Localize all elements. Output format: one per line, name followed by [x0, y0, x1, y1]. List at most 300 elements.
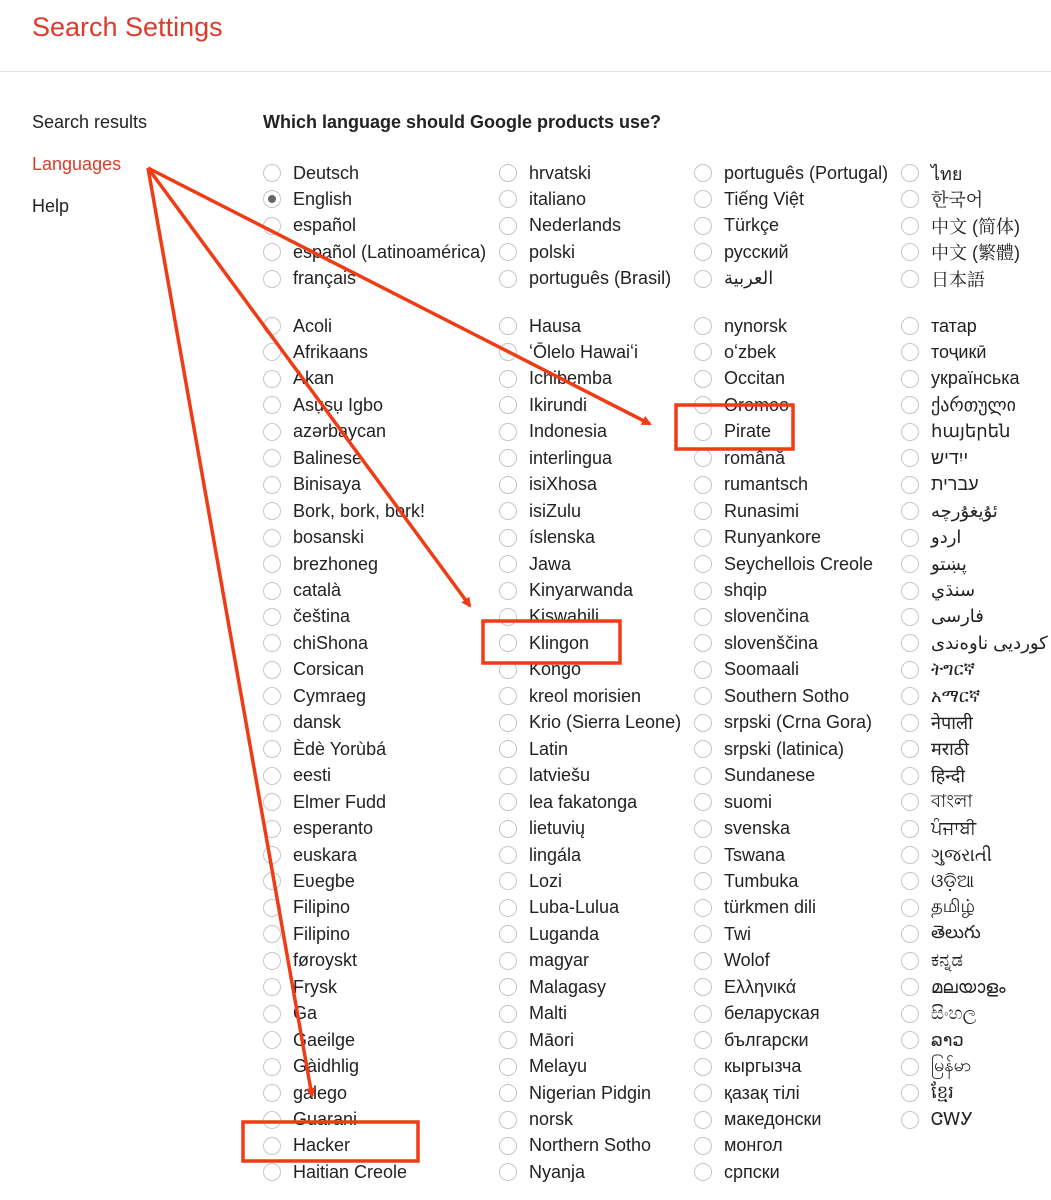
radio-button[interactable] — [499, 634, 517, 652]
language-option[interactable] — [694, 445, 785, 471]
radio-button[interactable] — [694, 899, 712, 917]
radio-button[interactable] — [901, 820, 919, 838]
radio-button[interactable] — [263, 634, 281, 652]
radio-button[interactable] — [499, 582, 517, 600]
radio-button[interactable] — [901, 476, 919, 494]
radio-button[interactable] — [263, 1005, 281, 1023]
radio-button[interactable] — [263, 1163, 281, 1181]
radio-button[interactable] — [901, 687, 919, 705]
radio-button[interactable] — [263, 978, 281, 996]
language-option[interactable] — [694, 578, 767, 604]
language-option[interactable] — [263, 868, 355, 894]
language-option[interactable] — [901, 1080, 954, 1106]
language-option[interactable] — [263, 842, 357, 868]
language-option[interactable] — [263, 948, 357, 974]
radio-button[interactable] — [263, 608, 281, 626]
language-option[interactable] — [499, 525, 595, 551]
language-option[interactable] — [694, 763, 815, 789]
language-option[interactable] — [901, 445, 968, 471]
radio-button[interactable] — [499, 661, 517, 679]
language-option[interactable] — [499, 710, 681, 736]
radio-button[interactable] — [263, 529, 281, 547]
radio-button[interactable] — [263, 243, 281, 261]
radio-button[interactable] — [499, 1005, 517, 1023]
radio-button[interactable] — [499, 270, 517, 288]
radio-button[interactable] — [263, 449, 281, 467]
language-option[interactable] — [901, 842, 992, 868]
radio-button[interactable] — [694, 1163, 712, 1181]
language-option[interactable] — [263, 525, 364, 551]
radio-button[interactable] — [694, 164, 712, 182]
radio-button[interactable] — [901, 952, 919, 970]
radio-button[interactable] — [263, 846, 281, 864]
language-option[interactable] — [263, 1027, 355, 1053]
radio-button[interactable] — [694, 846, 712, 864]
radio-button[interactable] — [499, 1111, 517, 1129]
radio-button[interactable] — [694, 793, 712, 811]
radio-button[interactable] — [263, 872, 281, 890]
language-option[interactable] — [263, 763, 331, 789]
radio-button[interactable] — [694, 872, 712, 890]
radio-button[interactable] — [901, 217, 919, 235]
language-option[interactable] — [901, 1001, 976, 1027]
radio-button[interactable] — [694, 634, 712, 652]
language-option-featured[interactable] — [263, 266, 356, 292]
language-option[interactable] — [901, 392, 1016, 418]
language-option[interactable] — [263, 604, 350, 630]
radio-button[interactable] — [499, 687, 517, 705]
radio-button[interactable] — [499, 608, 517, 626]
radio-button[interactable] — [263, 899, 281, 917]
radio-button[interactable] — [263, 555, 281, 573]
radio-button[interactable] — [499, 370, 517, 388]
radio-button[interactable] — [499, 899, 517, 917]
radio-button[interactable] — [263, 1084, 281, 1102]
language-option[interactable] — [499, 313, 581, 339]
radio-button[interactable] — [263, 1137, 281, 1155]
language-option[interactable] — [694, 789, 772, 815]
language-option[interactable] — [694, 842, 785, 868]
language-option[interactable] — [901, 1054, 971, 1080]
language-option[interactable] — [263, 578, 341, 604]
language-option[interactable] — [499, 578, 633, 604]
radio-button[interactable] — [263, 1031, 281, 1049]
language-option[interactable] — [263, 339, 368, 365]
language-option[interactable] — [901, 498, 998, 524]
language-option[interactable] — [263, 392, 383, 418]
language-option[interactable] — [694, 710, 872, 736]
sidebar-item-help[interactable]: Help — [32, 196, 70, 216]
radio-button[interactable] — [263, 270, 281, 288]
radio-button[interactable] — [499, 846, 517, 864]
language-option[interactable] — [499, 1054, 587, 1080]
language-option[interactable] — [499, 657, 581, 683]
radio-button[interactable] — [263, 423, 281, 441]
radio-button[interactable] — [694, 978, 712, 996]
language-option[interactable] — [901, 789, 973, 815]
radio-button[interactable] — [499, 529, 517, 547]
radio-button[interactable] — [499, 872, 517, 890]
radio-button[interactable] — [499, 243, 517, 261]
language-option[interactable] — [499, 498, 581, 524]
radio-button[interactable] — [694, 423, 712, 441]
radio-button[interactable] — [499, 217, 517, 235]
radio-button[interactable] — [694, 317, 712, 335]
radio-button[interactable] — [901, 243, 919, 261]
language-option[interactable] — [499, 921, 599, 947]
radio-button[interactable] — [263, 582, 281, 600]
radio-button[interactable] — [263, 370, 281, 388]
radio-button[interactable] — [901, 502, 919, 520]
language-option[interactable] — [694, 948, 770, 974]
language-option[interactable] — [263, 921, 350, 947]
radio-button[interactable] — [499, 820, 517, 838]
language-option[interactable] — [499, 789, 637, 815]
radio-button[interactable] — [694, 1005, 712, 1023]
language-option[interactable] — [694, 498, 799, 524]
radio-button[interactable] — [499, 476, 517, 494]
language-option[interactable] — [694, 1027, 809, 1053]
radio-button[interactable] — [499, 1084, 517, 1102]
radio-button[interactable] — [694, 396, 712, 414]
language-option[interactable] — [901, 419, 1010, 445]
radio-button[interactable] — [901, 270, 919, 288]
language-option[interactable] — [694, 895, 816, 921]
language-option[interactable] — [901, 816, 976, 842]
language-option[interactable] — [901, 736, 969, 762]
radio-button[interactable] — [901, 634, 919, 652]
radio-button[interactable] — [499, 449, 517, 467]
radio-button[interactable] — [263, 1058, 281, 1076]
radio-button[interactable] — [499, 396, 517, 414]
radio-button[interactable] — [499, 925, 517, 943]
language-option[interactable] — [263, 789, 386, 815]
radio-button[interactable] — [901, 1058, 919, 1076]
radio-button[interactable] — [694, 449, 712, 467]
radio-button[interactable] — [499, 164, 517, 182]
language-option[interactable] — [694, 392, 789, 418]
language-option[interactable] — [499, 1159, 585, 1185]
language-option[interactable] — [694, 1080, 800, 1106]
language-option[interactable] — [499, 339, 638, 365]
language-option[interactable] — [499, 1107, 573, 1133]
language-option[interactable] — [901, 1107, 973, 1133]
language-option[interactable] — [901, 472, 979, 498]
radio-button[interactable] — [901, 608, 919, 626]
language-option[interactable] — [694, 1159, 780, 1185]
language-option[interactable] — [901, 921, 981, 947]
radio-button[interactable] — [263, 767, 281, 785]
language-option-featured[interactable] — [499, 160, 591, 186]
radio-button[interactable] — [263, 164, 281, 182]
language-option[interactable] — [694, 313, 787, 339]
language-option[interactable] — [263, 313, 332, 339]
language-option[interactable] — [263, 472, 361, 498]
language-option[interactable] — [499, 472, 597, 498]
language-option-featured[interactable] — [499, 239, 575, 265]
radio-button[interactable] — [901, 978, 919, 996]
language-option[interactable] — [499, 974, 606, 1000]
radio-button[interactable] — [499, 423, 517, 441]
radio-button[interactable] — [901, 164, 919, 182]
radio-button[interactable] — [263, 343, 281, 361]
language-option-featured[interactable] — [901, 266, 985, 292]
language-option-featured[interactable] — [499, 266, 671, 292]
language-option[interactable] — [694, 525, 821, 551]
radio-button[interactable] — [901, 793, 919, 811]
radio-button[interactable] — [263, 190, 281, 208]
radio-button[interactable] — [901, 925, 919, 943]
language-option[interactable] — [694, 736, 844, 762]
language-option[interactable] — [263, 498, 425, 524]
language-option[interactable] — [263, 551, 378, 577]
language-option[interactable] — [901, 578, 975, 604]
radio-button[interactable] — [694, 608, 712, 626]
language-option-featured[interactable] — [901, 160, 962, 186]
language-option[interactable] — [263, 630, 368, 656]
radio-button[interactable] — [499, 952, 517, 970]
language-option[interactable] — [694, 419, 771, 445]
radio-button[interactable] — [499, 343, 517, 361]
language-option[interactable] — [694, 604, 809, 630]
radio-button[interactable] — [901, 1111, 919, 1129]
language-option[interactable] — [901, 763, 965, 789]
language-option-featured[interactable] — [694, 160, 888, 186]
language-option-featured[interactable] — [901, 186, 983, 212]
radio-button[interactable] — [694, 370, 712, 388]
radio-button[interactable] — [694, 820, 712, 838]
radio-button[interactable] — [694, 1084, 712, 1102]
language-option[interactable] — [694, 472, 808, 498]
language-option-featured[interactable] — [694, 239, 789, 265]
language-option[interactable] — [499, 392, 587, 418]
radio-button[interactable] — [901, 582, 919, 600]
language-option-featured[interactable] — [499, 186, 586, 212]
radio-button[interactable] — [901, 449, 919, 467]
language-option[interactable] — [263, 1159, 407, 1185]
language-option[interactable] — [694, 868, 798, 894]
sidebar-item-languages[interactable]: Languages — [32, 154, 122, 174]
radio-button[interactable] — [499, 1163, 517, 1181]
language-option[interactable] — [263, 419, 386, 445]
language-option[interactable] — [499, 736, 568, 762]
language-option[interactable] — [694, 551, 873, 577]
radio-button[interactable] — [694, 1031, 712, 1049]
radio-button[interactable] — [694, 502, 712, 520]
language-option[interactable] — [499, 948, 589, 974]
radio-button[interactable] — [263, 740, 281, 758]
language-option[interactable] — [263, 974, 337, 1000]
language-option-featured[interactable] — [901, 213, 1020, 239]
radio-button[interactable] — [901, 1005, 919, 1023]
language-option[interactable] — [263, 1133, 350, 1159]
language-option-featured[interactable] — [263, 186, 352, 212]
language-option[interactable] — [499, 868, 562, 894]
language-option[interactable] — [499, 1133, 651, 1159]
radio-button[interactable] — [263, 396, 281, 414]
radio-button[interactable] — [901, 714, 919, 732]
radio-button[interactable] — [694, 217, 712, 235]
radio-button[interactable] — [901, 872, 919, 890]
radio-button[interactable] — [901, 317, 919, 335]
language-option[interactable] — [499, 366, 612, 392]
radio-button[interactable] — [694, 687, 712, 705]
language-option[interactable] — [694, 1107, 821, 1133]
language-option[interactable] — [901, 313, 977, 339]
radio-button[interactable] — [263, 1111, 281, 1129]
language-option[interactable] — [499, 630, 589, 656]
language-option[interactable] — [694, 683, 849, 709]
radio-button[interactable] — [499, 555, 517, 573]
language-option-featured[interactable] — [263, 213, 356, 239]
radio-button[interactable] — [263, 687, 281, 705]
language-option[interactable] — [694, 921, 751, 947]
language-option[interactable] — [499, 1027, 574, 1053]
radio-button[interactable] — [901, 343, 919, 361]
radio-button[interactable] — [694, 582, 712, 600]
radio-button[interactable] — [901, 555, 919, 573]
radio-button[interactable] — [694, 243, 712, 261]
language-option[interactable] — [499, 763, 590, 789]
language-option[interactable] — [901, 974, 1006, 1000]
language-option[interactable] — [263, 683, 366, 709]
radio-button[interactable] — [694, 952, 712, 970]
language-option[interactable] — [499, 604, 599, 630]
radio-button[interactable] — [694, 1137, 712, 1155]
radio-button[interactable] — [694, 343, 712, 361]
language-option[interactable] — [901, 339, 986, 365]
radio-button[interactable] — [901, 1084, 919, 1102]
radio-button[interactable] — [499, 1137, 517, 1155]
radio-button[interactable] — [694, 925, 712, 943]
radio-button[interactable] — [499, 1058, 517, 1076]
language-option[interactable] — [694, 816, 790, 842]
radio-button[interactable] — [694, 529, 712, 547]
radio-button[interactable] — [901, 899, 919, 917]
radio-button[interactable] — [263, 925, 281, 943]
radio-button[interactable] — [263, 820, 281, 838]
language-option[interactable] — [499, 419, 607, 445]
radio-button[interactable] — [694, 1111, 712, 1129]
language-option[interactable] — [694, 1054, 801, 1080]
language-option[interactable] — [263, 736, 386, 762]
language-option[interactable] — [263, 1054, 359, 1080]
language-option[interactable] — [901, 630, 1048, 656]
radio-button[interactable] — [263, 793, 281, 811]
radio-button[interactable] — [694, 740, 712, 758]
language-option[interactable] — [694, 1001, 820, 1027]
radio-button[interactable] — [499, 317, 517, 335]
language-option[interactable] — [901, 604, 984, 630]
language-option-featured[interactable] — [694, 213, 779, 239]
language-option[interactable] — [499, 895, 619, 921]
language-option[interactable] — [499, 842, 581, 868]
radio-button[interactable] — [901, 767, 919, 785]
language-option[interactable] — [499, 816, 585, 842]
radio-button[interactable] — [901, 846, 919, 864]
language-option[interactable] — [499, 683, 641, 709]
radio-button[interactable] — [694, 661, 712, 679]
language-option-featured[interactable] — [263, 160, 359, 186]
language-option[interactable] — [901, 948, 963, 974]
language-option-featured[interactable] — [901, 239, 1020, 265]
language-option-featured[interactable] — [499, 213, 621, 239]
language-option[interactable] — [263, 445, 362, 471]
radio-button[interactable] — [901, 396, 919, 414]
radio-button[interactable] — [901, 1031, 919, 1049]
radio-button[interactable] — [694, 476, 712, 494]
language-option[interactable] — [263, 1107, 357, 1133]
radio-button[interactable] — [499, 767, 517, 785]
language-option[interactable] — [901, 525, 961, 551]
radio-button[interactable] — [499, 502, 517, 520]
radio-button[interactable] — [499, 714, 517, 732]
language-option[interactable] — [901, 868, 974, 894]
radio-button[interactable] — [901, 190, 919, 208]
language-option[interactable] — [901, 895, 975, 921]
language-option[interactable] — [694, 366, 785, 392]
sidebar-item-search-results[interactable]: Search results — [32, 112, 148, 132]
radio-button[interactable] — [694, 555, 712, 573]
language-option[interactable] — [901, 551, 967, 577]
language-option[interactable] — [263, 1080, 347, 1106]
radio-button[interactable] — [263, 714, 281, 732]
language-option[interactable] — [263, 657, 364, 683]
radio-button[interactable] — [901, 370, 919, 388]
radio-button[interactable] — [263, 661, 281, 679]
radio-button[interactable] — [499, 793, 517, 811]
radio-button[interactable] — [263, 502, 281, 520]
radio-button[interactable] — [263, 476, 281, 494]
language-option[interactable] — [499, 551, 571, 577]
language-option[interactable] — [901, 710, 973, 736]
language-option[interactable] — [499, 1080, 651, 1106]
radio-button[interactable] — [694, 767, 712, 785]
language-option[interactable] — [694, 974, 796, 1000]
language-option[interactable] — [694, 630, 818, 656]
language-option[interactable] — [694, 657, 799, 683]
radio-button[interactable] — [901, 661, 919, 679]
radio-button[interactable] — [694, 270, 712, 288]
language-option[interactable] — [263, 1001, 317, 1027]
language-option[interactable] — [901, 683, 980, 709]
radio-button[interactable] — [263, 952, 281, 970]
language-option[interactable] — [694, 339, 776, 365]
radio-button[interactable] — [694, 190, 712, 208]
radio-button[interactable] — [499, 978, 517, 996]
language-option[interactable] — [499, 1001, 567, 1027]
language-option[interactable] — [263, 366, 334, 392]
radio-button[interactable] — [499, 1031, 517, 1049]
language-option-featured[interactable] — [263, 239, 486, 265]
radio-button[interactable] — [901, 423, 919, 441]
language-option[interactable] — [263, 895, 350, 921]
language-option[interactable] — [263, 710, 341, 736]
radio-button[interactable] — [901, 529, 919, 547]
radio-button[interactable] — [263, 217, 281, 235]
language-option[interactable] — [901, 1027, 964, 1053]
language-option[interactable] — [901, 657, 975, 683]
radio-button[interactable] — [263, 317, 281, 335]
language-option[interactable] — [694, 1133, 783, 1159]
radio-button[interactable] — [694, 1058, 712, 1076]
radio-button[interactable] — [901, 740, 919, 758]
language-option[interactable] — [901, 366, 1020, 392]
radio-button[interactable] — [499, 190, 517, 208]
language-option-featured[interactable] — [694, 266, 773, 292]
radio-button[interactable] — [694, 714, 712, 732]
language-option-featured[interactable] — [694, 186, 804, 212]
